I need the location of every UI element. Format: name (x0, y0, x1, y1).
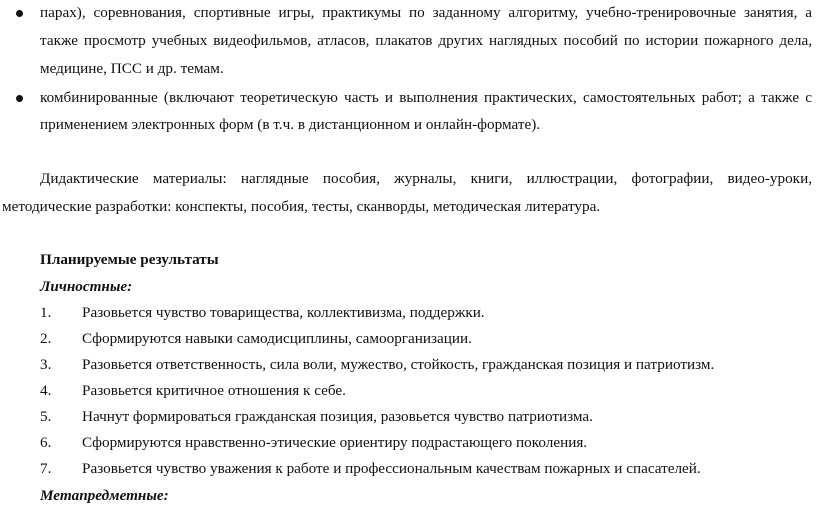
list-item-number: 1. (40, 304, 52, 321)
list-item: Разовьется критичное отношения к себе. (82, 382, 346, 399)
list-item-number: 2. (40, 330, 52, 347)
didactic-line-2: методические разработки: конспекты, пособия, тесты, сканворды, методическая литература. (2, 198, 601, 215)
bullet-2-line-1: комбинированные (включают теоретическую часть и выполнения практических, самостоятельных работ; а также с (40, 89, 812, 106)
list-item: Сформируются навыки самодисциплины, самоорганизации. (82, 330, 472, 347)
list-item-number: 7. (40, 460, 52, 477)
list-item-number: 6. (40, 434, 52, 451)
bullet-marker (16, 10, 23, 17)
list-item: Сформируются нравственно-этические ориентиру подрастающего поколения. (82, 434, 588, 451)
results-heading: Планируемые результаты (40, 251, 219, 268)
meta-heading: Метапредметные: (40, 487, 169, 504)
list-item: Разовьется ответственность, сила воли, мужество, стойкость, гражданская позиция и патриотизм. (82, 356, 715, 373)
list-item-number: 3. (40, 356, 52, 373)
list-item: Разовьется чувство товарищества, коллективизма, поддержки. (82, 304, 485, 321)
bullet-2-line-2: применением электронных форм (в т.ч. в дистанционном и онлайн-формате). (40, 116, 541, 133)
bullet-1-line-3: медицине, ПСС и др. темам. (40, 60, 224, 77)
list-item: Начнут формироваться гражданская позиция, разовьется чувство патриотизма. (82, 408, 593, 425)
list-item-number: 5. (40, 408, 52, 425)
bullet-1-line-2: также просмотр учебных видеофильмов, атласов, плакатов других наглядных пособий по истории пожарного дела, (40, 32, 812, 49)
personal-heading: Личностные: (40, 278, 133, 295)
didactic-line-1: Дидактические материалы: наглядные пособия, журналы, книги, иллюстрации, фотографии, видео-уроки, (40, 170, 812, 187)
bullet-marker (16, 95, 23, 102)
list-item: Разовьется чувство уважения к работе и профессиональным качествам пожарных и спасателей. (82, 460, 701, 477)
bullet-1-line-1: парах), соревнования, спортивные игры, практикумы по заданному алгоритму, учебно-тренировочные занятия, а (40, 4, 812, 21)
list-item-number: 4. (40, 382, 52, 399)
